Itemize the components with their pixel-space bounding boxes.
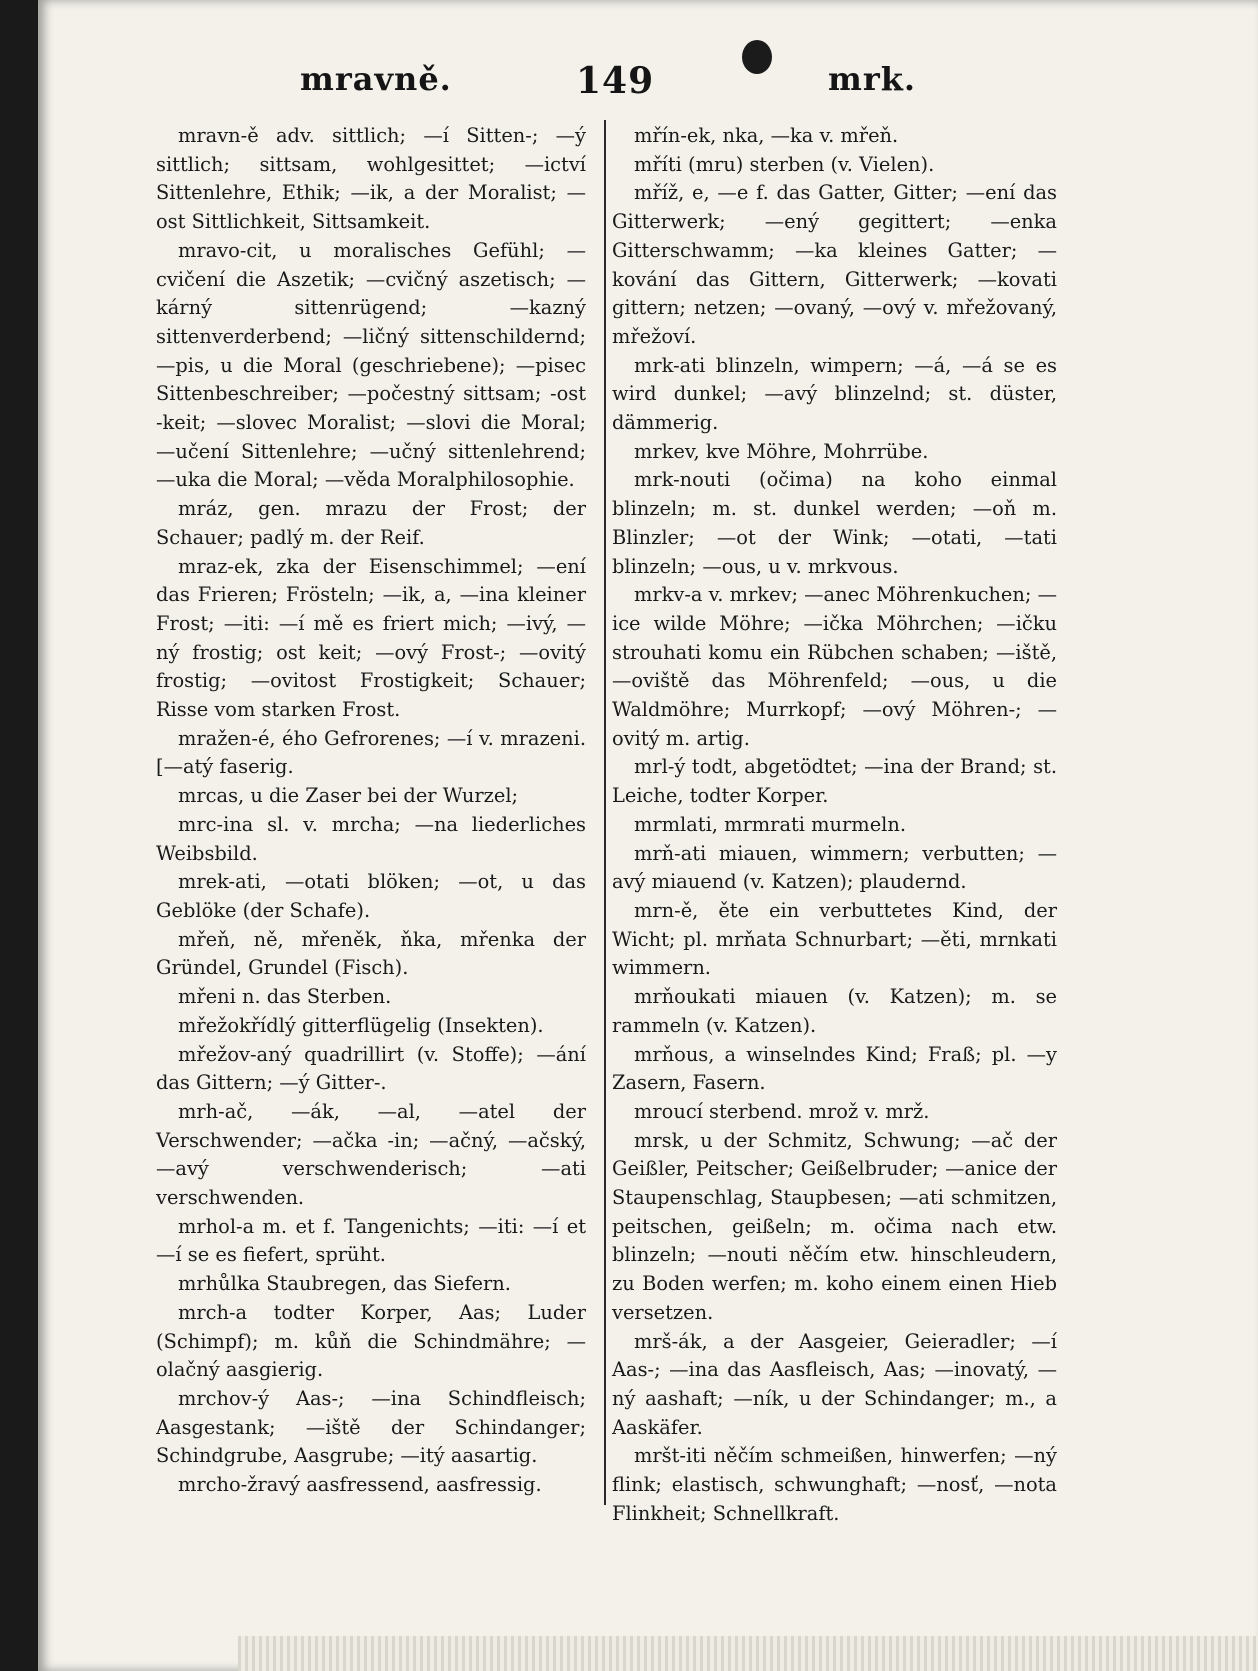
dictionary-entry: mříti (mru) sterben (v. Vielen). [634,152,935,176]
dictionary-entry: mrmlati, mrmrati murmeln. [634,812,907,836]
dictionary-entry: mrchov-ý Aas-; —ina Schindfleisch; Aasgestank; —iště der Schindanger; Schindgrube, Aasgrube; —itý aasartig. [156,1386,586,1468]
right-column [612,122,1057,1528]
dictionary-entry: mřežov-aný quadrillirt (v. Stoffe); —ání das Gittern; —ý Gitter-. [156,1042,586,1095]
dictionary-entry: mrň-ati miauen, wimmern; verbutten; —avý miauend (v. Katzen); plaudernd. [612,841,1057,894]
dictionary-entry: mrcas, u die Zaser bei der Wurzel; [178,784,519,808]
dictionary-entry: mrš-ák, a der Aasgeier, Geieradler; —í Aas-; —ina das Aasfleisch, Aas; —inovatý, —ný aashaft; —ník, u der Schindanger; m., a Aaskäfer. [612,1329,1057,1439]
dictionary-entry: mráz, gen. mrazu der Frost; der Schauer; padlý m. der Reif. [156,497,586,549]
dictionary-entry: mrn-ě, ěte ein verbuttetes Kind, der Wicht; pl. mrňata Schnurbart; —ěti, mrnkati wimmern. [612,898,1057,980]
dictionary-entry: mrk-ati blinzeln, wimpern; —á, —á se es wird dunkel; —avý blinzelnd; st. düster, dämmerig. [612,353,1057,435]
binding-hole [742,40,772,74]
dictionary-entry: mroucí sterbend. mrož v. mrž. [634,1099,930,1123]
dictionary-entry: mrc-ina sl. v. mrcha; —na liederliches Weibsbild. [156,812,586,865]
header-left-catchword: mravně. [300,60,452,98]
dictionary-entry: mřeni n. das Sterben. [178,985,392,1009]
dictionary-entry: mršt-iti něčím schmeißen, hinwerfen; —ný flink; elastisch, schwunghaft; —nosť, —nota Flinkheit; Schnellkraft. [612,1444,1057,1525]
dictionary-entry: mrch-a todter Korper, Aas; Luder (Schimpf); m. kůň die Schindmähre; —olačný aasgierig. [156,1300,586,1382]
left-column [156,122,586,1500]
dictionary-entry: mřežokřídlý gitterflügelig (Insekten). [178,1013,544,1037]
dictionary-entry: mrcho-žravý aasfressend, aasfressig. [178,1473,542,1497]
dictionary-entry: mrkv-a v. mrkev; —anec Möhrenkuchen; —ice wilde Möhre; —ička Möhrchen; —ičku strouhati komu ein Rübchen schaben; —iště, —oviště das Möhrenfeld; —ous, u die Waldmöhre; Murrkopf; —ový Möhren-; —ovitý m. artig. [612,583,1057,750]
dictionary-entry: mřín-ek, nka, —ka v. mřeň. [634,124,899,147]
dictionary-entry: mražen-é, ého Gefrorenes; —í v. mrazeni. [—atý faserig. [156,726,586,779]
dictionary-entry: mrkev, kve Möhre, Mohrrübe. [634,439,929,463]
column-divider [604,120,606,1505]
dictionary-entry: mrňous, a winselndes Kind; Fraß; pl. —y Zasern, Fasern. [612,1042,1057,1095]
dictionary-entry: mříž, e, —e f. das Gatter, Gitter; —ení das Gitterwerk; —ený gegittert; —enka Gitterschwamm; —ka kleines Gatter; —kování das Gittern, Gitterwerk; —kovati gittern; netzen; —ovaný, —ový v. mřežovaný, mřežoví. [612,181,1057,348]
dictionary-entry: mrňoukati miauen (v. Katzen); m. se rammeln (v. Katzen). [612,985,1057,1037]
dictionary-entry: mrk-nouti (očima) na koho einmal blinzeln; m. st. dunkel werden; —oň m. Blinzler; —ot der Wink; —otati, —tati blinzeln; —ous, u v. mrkvous. [612,468,1057,578]
dictionary-entry: mrh-ač, —ák, —al, —atel der Verschwender; —ačka -in; —ačný, —ačský, —avý verschwenderisch; —ati verschwenden. [156,1099,586,1210]
scan-edge [238,1636,1258,1671]
dictionary-entry: mřeň, ně, mřeněk, ňka, mřenka der Gründel, Grundel (Fisch). [156,927,586,980]
dictionary-entry: mraz-ek, zka der Eisenschimmel; —ení das Frieren; Frösteln; —ik, a, —ina kleiner Frost; —iti: —í mě es friert mich; —ivý, —ný frostig; ost keit; —ový Frost-; —ovitý frostig; —ovitost Frostigkeit; Schauer; Risse vom starken Frost. [156,554,586,722]
header-right-catchword: mrk. [828,60,917,98]
dictionary-entry: mrek-ati, —otati blöken; —ot, u das Geblöke (der Schafe). [156,870,586,922]
page-header [38,60,1258,110]
dictionary-page [38,0,1258,1671]
dictionary-entry: mrl-ý todt, abgetödtet; —ina der Brand; st. Leiche, todter Korper. [612,755,1057,808]
page-number: 149 [576,60,655,102]
dictionary-entry: mrhůlka Staubregen, das Siefern. [178,1272,511,1296]
dictionary-entry: mrhol-a m. et f. Tangenichts; —iti: —í et —í se es fiefert, sprüht. [156,1214,586,1267]
dictionary-entry: mravn-ě adv. sittlich; —í Sitten-; —ý sittlich; sittsam, wohlgesittet; —ictví Sittenlehre, Ethik; —ik, a der Moralist; —ost Sittlichkeit, Sittsamkeit. [156,124,586,234]
dictionary-entry: mrsk, u der Schmitz, Schwung; —ač der Geißler, Peitscher; Geißelbruder; —anice der Staupenschlag, Staupbesen; —ati schmitzen, peitschen, geißeln; m. očima nach etw. blinzeln; —nouti něčím etw. hinschleudern, zu Boden werfen; m. koho einem einen Hieb versetzen. [612,1128,1057,1324]
dictionary-entry: mravo-cit, u moralisches Gefühl; —cvičení die Aszetik; —cvičný aszetisch; —kárný sittenrügend; —kazný sittenverderbend; —ličný sittenschildernd; —pis, u die Moral (geschriebene); —pisec Sittenbeschreiber; —počestný sittsam; -ost -keit; —slovec Moralist; —slovi die Moral; —učení Sittenlehre; —učný sittenlehrend; —uka die Moral; —věda Moralphilosophie. [156,238,586,492]
